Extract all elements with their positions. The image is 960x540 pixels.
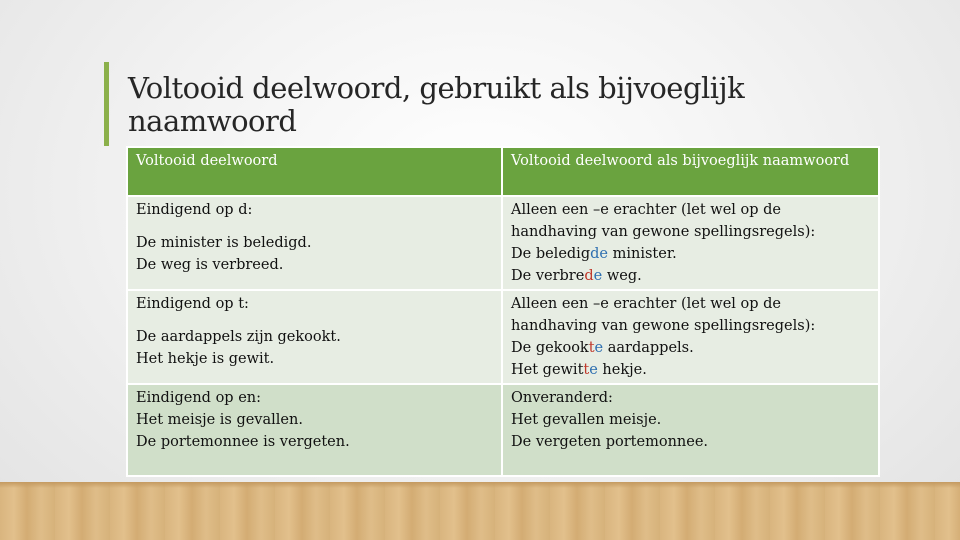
highlight-letter: t bbox=[588, 340, 595, 356]
table-row bbox=[127, 290, 879, 384]
table-row bbox=[127, 384, 879, 476]
rule-text: handhaving van gewone spellingsregels): bbox=[511, 224, 816, 240]
highlight-ending: e bbox=[589, 362, 598, 378]
grammar-table bbox=[126, 146, 880, 477]
rule-text: handhaving van gewone spellingsregels): bbox=[511, 318, 816, 334]
adjective-example: Het gevallen meisje. bbox=[511, 412, 662, 428]
cell-adjective-en bbox=[502, 384, 879, 476]
rule-text: Alleen een –e erachter (let wel op de bbox=[511, 202, 782, 218]
highlight-ending: e bbox=[594, 340, 604, 356]
highlight-ending: e bbox=[599, 246, 608, 262]
title-accent-bar bbox=[104, 62, 109, 146]
example-sentence: De minister is beledigd. bbox=[136, 235, 312, 251]
cell-adjective-d bbox=[502, 196, 879, 290]
adjective-example: Het gewitte hekje. bbox=[511, 362, 647, 378]
example-sentence: De aardappels zijn gekookt. bbox=[136, 329, 341, 345]
adjective-example: De beledigde minister. bbox=[511, 246, 677, 262]
cell-ending-t bbox=[127, 290, 502, 384]
rule-heading: Onveranderd: bbox=[511, 390, 613, 406]
table-row bbox=[127, 196, 879, 290]
rule-heading: Eindigend op d: bbox=[136, 202, 253, 218]
wooden-floor-decoration bbox=[0, 482, 960, 540]
adjective-example: De vergeten portemonnee. bbox=[511, 434, 709, 450]
example-sentence: Het hekje is gewit. bbox=[136, 351, 275, 367]
header-adjective-use: Voltooid deelwoord als bijvoeglijk naamwoord bbox=[502, 147, 879, 196]
header-participle: Voltooid deelwoord bbox=[127, 147, 502, 196]
highlight-letter: d bbox=[584, 268, 594, 284]
highlight-ending: e bbox=[593, 268, 603, 284]
slide-title: Voltooid deelwoord, gebruikt als bijvoeglijk naamwoord bbox=[128, 71, 745, 138]
rule-heading: Eindigend op t: bbox=[136, 296, 249, 312]
rule-text: Alleen een –e erachter (let wel op de bbox=[511, 296, 782, 312]
table-header-row bbox=[127, 147, 879, 196]
example-sentence: De weg is verbreed. bbox=[136, 257, 284, 273]
rule-heading: Eindigend op en: bbox=[136, 390, 261, 406]
example-sentence: De portemonnee is vergeten. bbox=[136, 434, 350, 450]
example-sentence: Het meisje is gevallen. bbox=[136, 412, 303, 428]
cell-adjective-t bbox=[502, 290, 879, 384]
adjective-example: De verbrede weg. bbox=[511, 268, 642, 284]
adjective-example: De gekookte aardappels. bbox=[511, 340, 694, 356]
highlight-letter: t bbox=[583, 362, 590, 378]
floor-shadow bbox=[0, 482, 960, 488]
cell-ending-d bbox=[127, 196, 502, 290]
highlight-letter: d bbox=[590, 246, 600, 262]
cell-ending-en bbox=[127, 384, 502, 476]
